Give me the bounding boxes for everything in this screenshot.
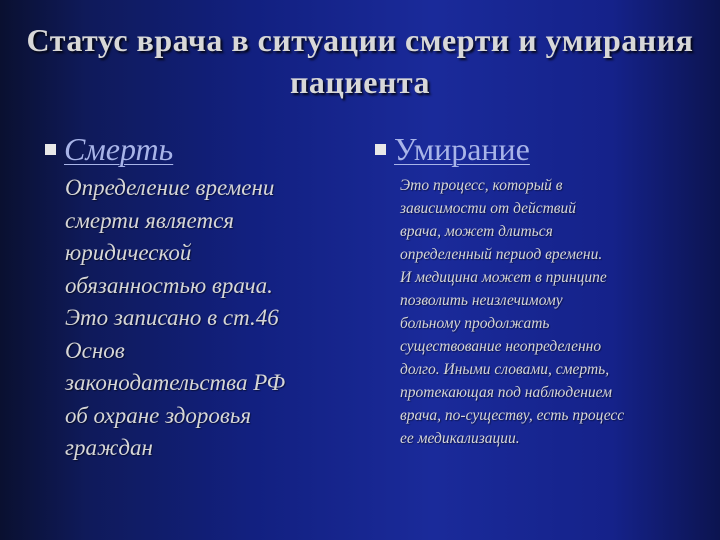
square-bullet-icon — [375, 144, 386, 155]
left-column-heading: Смерть — [64, 131, 174, 167]
right-column-header — [375, 133, 530, 165]
square-bullet-icon — [45, 144, 56, 155]
slide-title: Статус врача в ситуации смерти и умирания пациента — [26, 22, 694, 100]
right-column-text: Это процесс, который в зависимости от действий врача, может длиться определенный период времени. И медицина может в принципе позволить неизлечимому больному продолжать существование неопределенно долго. Иными словами, смерть, протекающая под наблюдением врача, по-существу, есть процесс ее медикализации. — [400, 177, 625, 447]
right-column-heading: Умирание — [394, 131, 530, 167]
left-column-text: Определение времени смерти является юридической обязанностью врача. Это записано в ст.46 Основ законодательства РФ об охране здоровья граждан — [65, 175, 286, 460]
left-column-header — [45, 133, 173, 165]
